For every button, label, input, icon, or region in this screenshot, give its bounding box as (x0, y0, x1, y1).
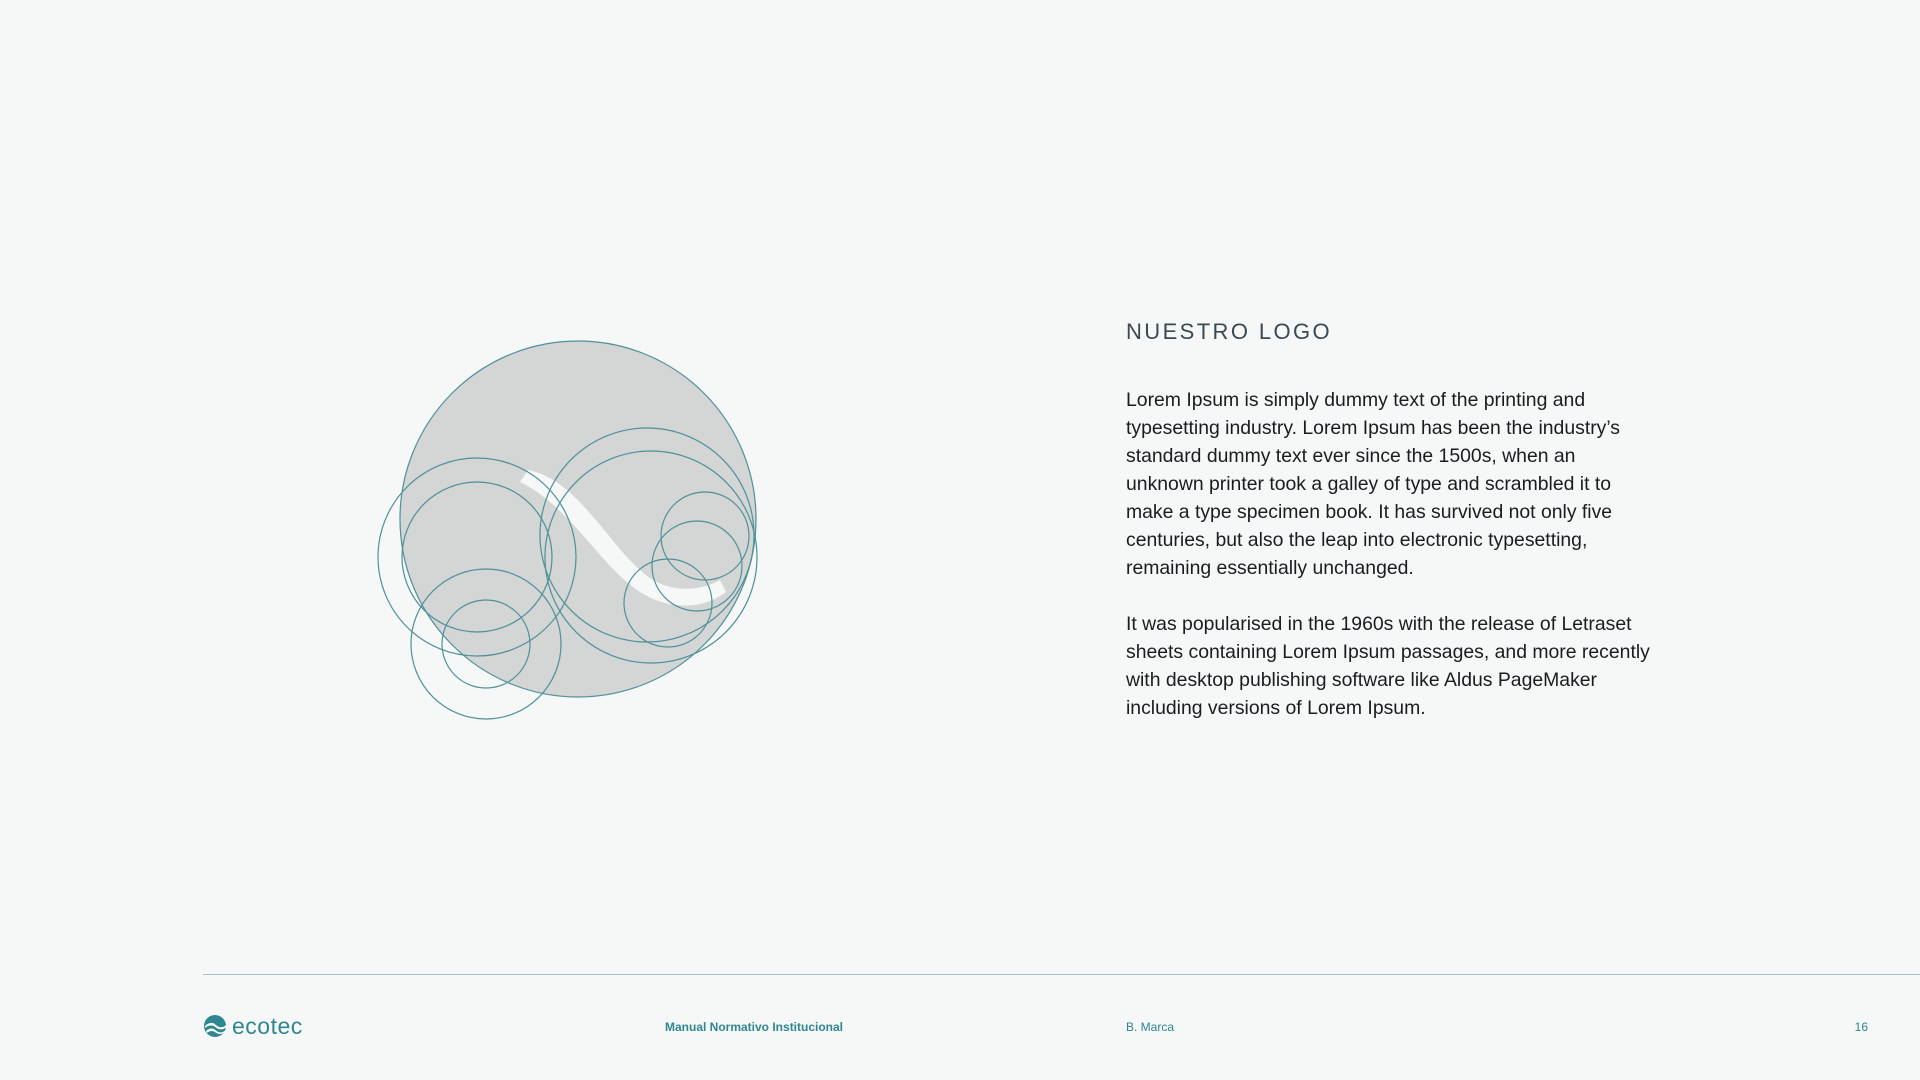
section-label: B. Marca (1126, 1020, 1175, 1034)
manual-title: Manual Normativo Institucional (665, 1020, 844, 1034)
body-paragraph-1: Lorem Ipsum is simply dummy text of the printing and typesetting industry. Lorem Ipsum has been the industry’s standard dummy text ever since the 1500s, when an unknown printer took a galley of type and scrambled it to make a type specimen book. It has survived not only five centuries, but also the leap into electronic typesetting, remaining essentially unchanged. (1126, 389, 1621, 579)
ecotec-wave-logo-icon (203, 1014, 227, 1038)
logo-construction-diagram (370, 330, 770, 730)
footer-divider (203, 974, 1920, 975)
page-footer (0, 1013, 1920, 1039)
section-body (1126, 386, 1656, 750)
footer-brand (203, 1014, 303, 1038)
section-title: NUESTRO LOGO (1126, 319, 1333, 344)
body-paragraph-2: It was popularised in the 1960s with the release of Letraset sheets containing Lorem Ipsum passages, and more recently with desktop publishing software like Aldus PageMaker including versions of Lorem Ipsum. (1126, 613, 1650, 719)
logo-construction-grid-icon (370, 330, 770, 730)
page-number: 16 (1854, 1020, 1868, 1034)
brand-name: ecotec (232, 1013, 303, 1039)
